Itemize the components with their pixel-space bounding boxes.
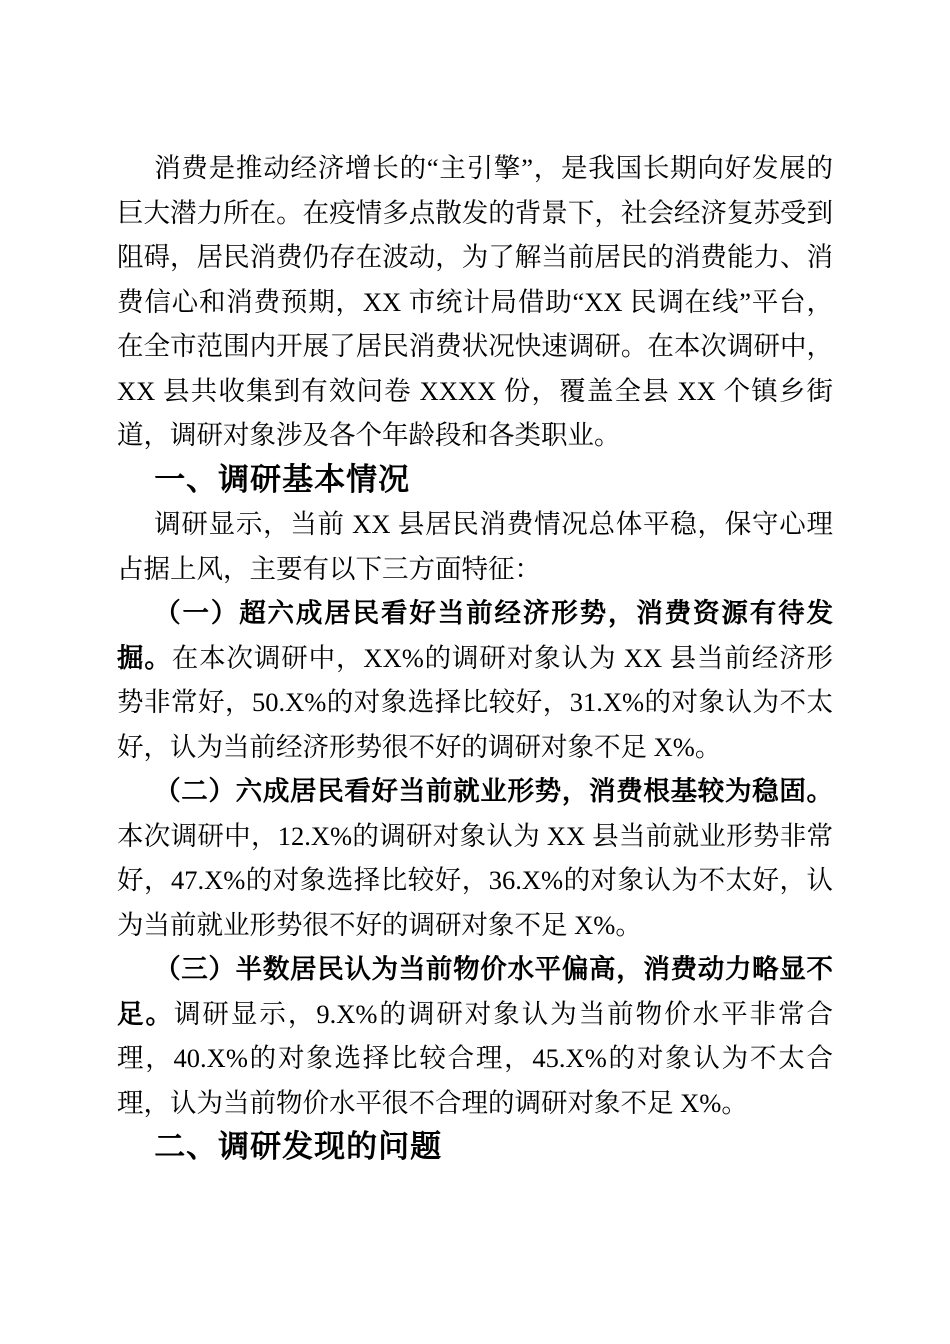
finding-item-1 [117,591,833,769]
finding-item-1-body: 在本次调研中，XX%的调研对象认为 XX 县当前经济形势非常好，50.X%的对象选择比较好，31.X%的对象认为不太好，认为当前经济形势很不好的调研对象不足 X%。 [117,642,834,762]
finding-item-2 [117,769,833,947]
finding-item-3-lead: （三）半数居民认为当前物价水平偏高，消费动力略显不足。 [117,954,833,1029]
section-2-heading: 二、调研发现的问题 [154,1129,443,1164]
section-1-lead-paragraph: 调研显示，当前 XX 县居民消费情况总体平稳，保守心理占据上风，主要有以下三方面特征： [117,509,833,584]
finding-item-2-lead: （二）六成居民看好当前就业形势，消费根基较为稳固。 [154,776,833,806]
section-1-heading: 一、调研基本情况 [154,461,411,497]
finding-item-3-body: 调研显示，9.X%的调研对象认为当前物价水平非常合理，40.X%的对象选择比较合理，45.X%的对象认为不太合理，认为当前物价水平很不合理的调研对象不足 X%。 [117,998,833,1118]
finding-item-3 [117,947,833,1125]
finding-item-1-lead: （一）超六成居民看好当前经济形势，消费资源有待发掘。 [117,598,833,673]
intro-paragraph: 消费是推动经济增长的“主引擎”，是我国长期向好发展的巨大潜力所在。在疫情多点散发的背景下，社会经济复苏受到阻碍，居民消费仍存在波动，为了解当前居民的消费能力、消费信心和消费预期，XX 市统计局借助“XX 民调在线”平台，在全市范围内开展了居民消费状况快速调研。在本次调研中，XX 县共收集到有效问卷 XXXX 份，覆盖全县 XX 个镇乡街道，调研对象涉及各个年龄段和各类职业。 [117,153,833,450]
finding-item-2-body: 本次调研中，12.X%的调研对象认为 XX 县当前就业形势非常好，47.X%的对象选择比较好，36.X%的对象认为不太好，认为当前就业形势很不好的调研对象不足 X%。 [117,820,833,940]
